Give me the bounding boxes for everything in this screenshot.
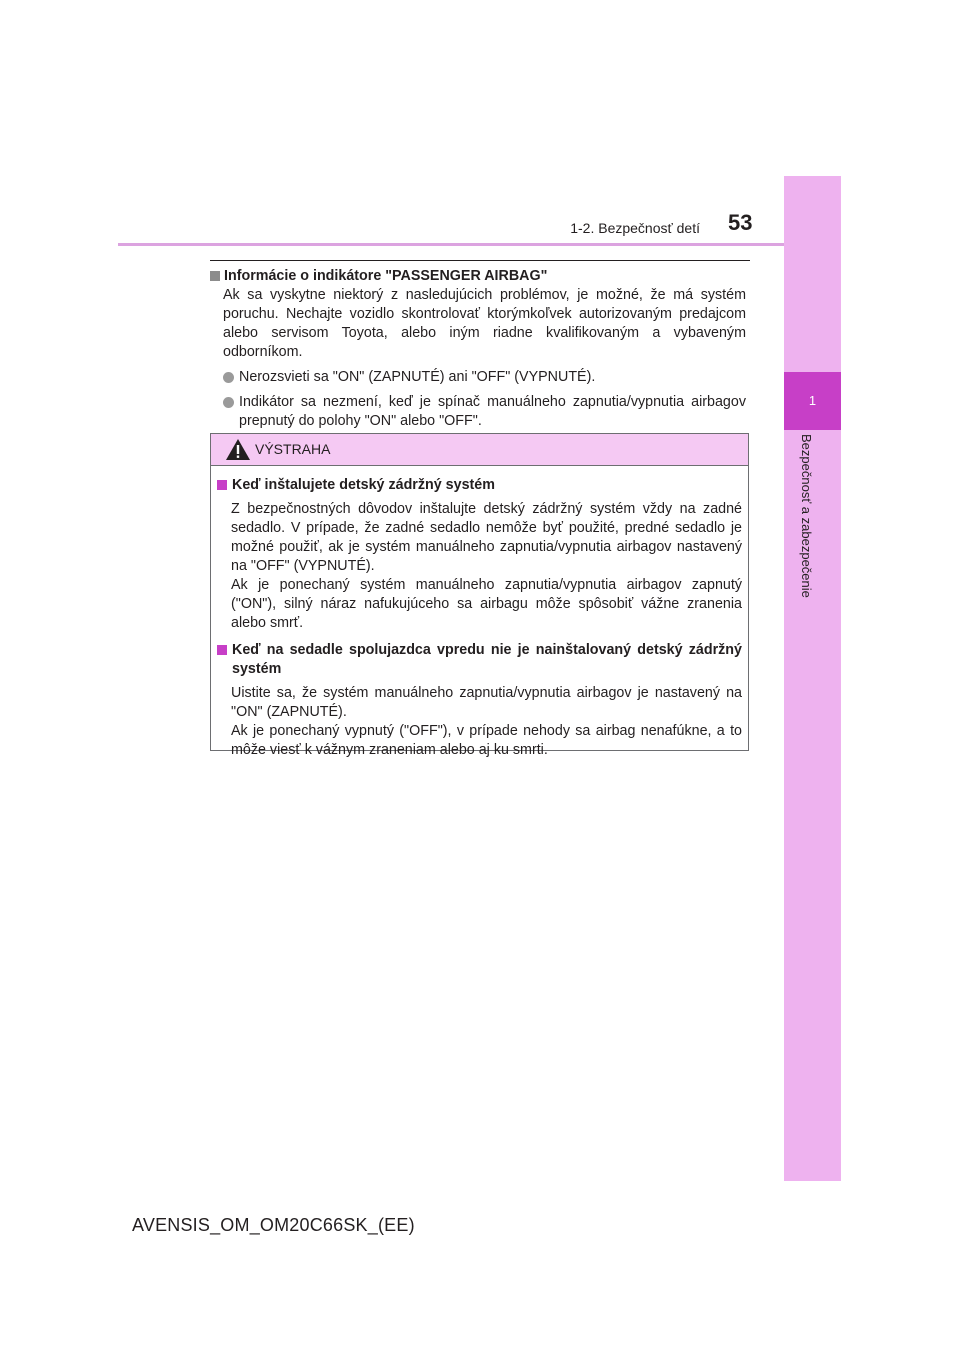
header-divider	[118, 243, 784, 246]
content-divider	[210, 260, 750, 261]
square-bullet-icon	[210, 271, 220, 281]
section-heading-text: Informácie o indikátore "PASSENGER AIRBAG"	[224, 268, 548, 284]
warning-title: VÝSTRAHA	[255, 441, 331, 457]
warning-content	[211, 466, 748, 760]
chapter-title-vertical: Bezpečnosť a zabezpečenie	[799, 434, 814, 598]
warning-paragraph: Ak je ponechaný systém manuálneho zapnutia/vypnutia airbagov zapnutý ("ON"), silný náraz nafukujúceho sa airbagu môže spôsobiť vážne zranenia alebo smrť.	[231, 577, 742, 631]
warning-item-heading	[217, 641, 742, 679]
circle-bullet-icon	[223, 397, 234, 408]
square-bullet-icon	[217, 645, 227, 655]
list-item-text: Indikátor sa nezmení, keď je spínač manuálneho zapnutia/vypnutia airbagov prepnutý do polohy "ON" alebo "OFF".	[239, 394, 746, 429]
list-item-text: Nerozsvieti sa "ON" (ZAPNUTÉ) ani "OFF" (VYPNUTÉ).	[239, 369, 596, 385]
warning-paragraph: Uistite sa, že systém manuálneho zapnutia/vypnutia airbagov je nastavený na "ON" (ZAPNUTÉ).	[231, 685, 742, 720]
circle-bullet-icon	[223, 372, 234, 383]
warning-box	[210, 433, 749, 758]
square-bullet-icon	[217, 480, 227, 490]
page-number: 53	[728, 210, 753, 235]
section-heading	[210, 267, 746, 286]
chapter-number-tab: 1	[784, 372, 841, 430]
warning-item-heading-text: Keď inštalujete detský zádržný systém	[232, 477, 495, 493]
section-title: 1-2. Bezpečnosť detí	[570, 220, 700, 236]
section-body: Ak sa vyskytne niektorý z nasledujúcich problémov, je možné, že má systém poruchu. Nechajte vozidlo skontrolovať ktorýmkoľvek autorizovaným predajcom alebo servisom Toyota, alebo iným riadne kvalifikovaným a vybaveným odborníkom.	[223, 287, 746, 360]
side-chapter-band	[784, 176, 841, 1181]
warning-item-heading-text: Keď na sedadle spolujazdca vpredu nie je nainštalovaný detský zádržný systém	[232, 642, 742, 677]
warning-header	[211, 434, 748, 466]
indicator-section	[210, 267, 746, 431]
warning-paragraph: Z bezpečnostných dôvodov inštalujte detský zádržný systém vždy na zadné sedadlo. V prípade, že zadné sedadlo nemôže byť použité, predné sedadlo je možné použiť, ak je systém manuálneho zapnutia/vypnutia airbagov nastavený na "OFF" (VYPNUTÉ).	[231, 501, 742, 574]
document-code-footer: AVENSIS_OM_OM20C66SK_(EE)	[132, 1215, 415, 1235]
warning-paragraph: Ak je ponechaný vypnutý ("OFF"), v prípade nehody sa airbag nenafúkne, a to môže viesť k vážnym zraneniam alebo aj ku smrti.	[231, 723, 742, 758]
list-item	[223, 368, 746, 387]
warning-triangle-icon	[225, 438, 251, 461]
list-item	[223, 393, 746, 431]
warning-item-heading	[217, 476, 742, 495]
